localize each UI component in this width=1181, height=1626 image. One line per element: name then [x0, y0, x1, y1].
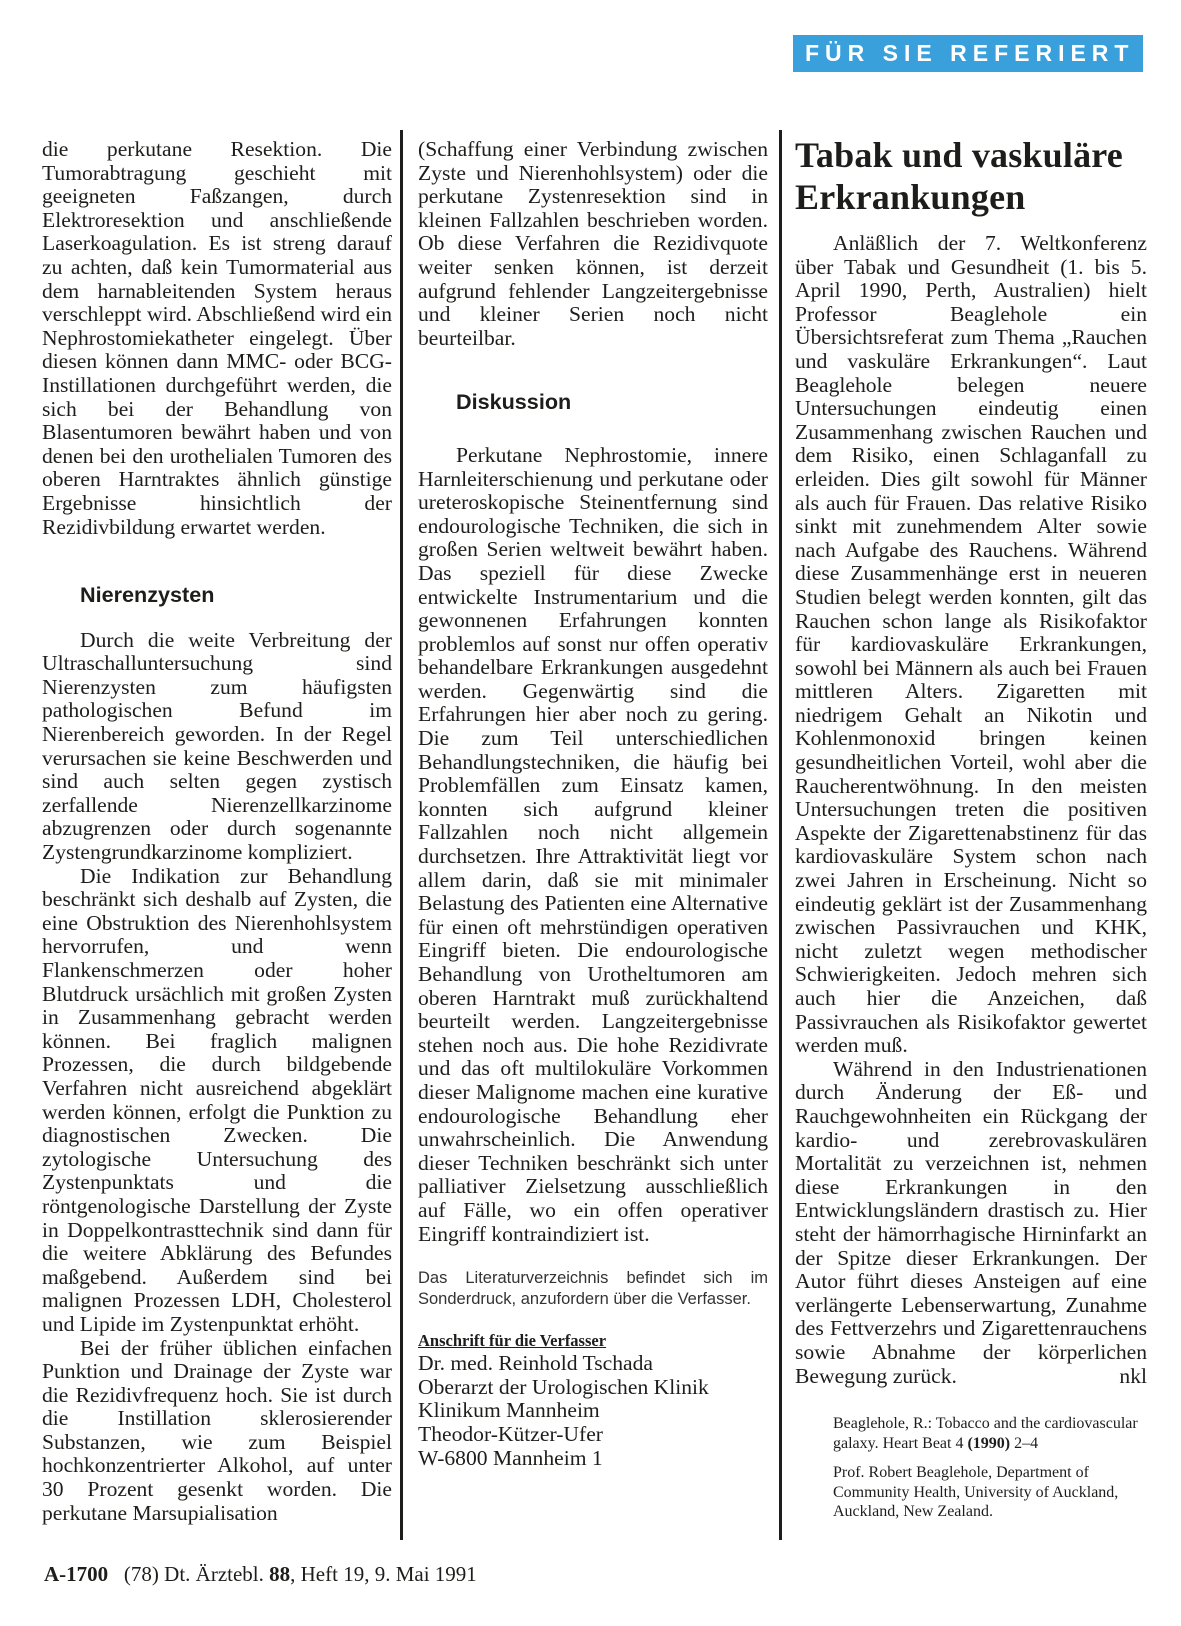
- body-paragraph: (Schaffung einer Verbindung zwischen Zyste und Nierenhohlsystem) oder die perkutane Zystenresektion sind in kleinen Fallzahlen beschrieben worden. Ob diese Verfahren die Rezidivquote weiter senken können, ist derzeit aufgrund fehlender Langzeitergebnisse und kleiner Serien noch nicht beurteilbar.: [418, 137, 768, 350]
- citation-pages: 2–4: [1010, 1434, 1039, 1452]
- column-middle: [418, 138, 768, 1470]
- body-paragraph: Perkutane Nephrostomie, innere Harnleiterschienung und perkutane oder ureteroskopische Steinentfernung sind endourologische Techniken, die sich in großen Serien weltweit bewährt haben. Das speziell für diese Zwecke entwickelte Instrumentarium und die gewonnenen Erfahrungen konnten problemlos auf sonst nur offen operativ behandelbare Erkrankungen ausgedehnt werden. Gegenwärtig sind die Erfahrungen hier aber noch zu gering. Die zum Teil unterschiedlichen Behandlungstechniken, die häufig bei Problemfällen zum Einsatz kamen, konnten sich aufgrund kleiner Fallzahlen noch nicht allgemein durchsetzen. Ihre Attraktivität liegt vor allem darin, daß sie mit minimaler Belastung des Patienten eine Alternative für einen oft mehrstündigen operativen Eingriff bieten. Die endourologische Behandlung von Urotheltumoren am oberen Harntrakt muß zurückhaltend beurteilt werden. Langzeitergebnisse stehen noch aus. Die hohe Rezidivrate und das oft multilokuläre Vorkommen dieser Malignome machen eine kurative endourologische Behandlung eher unwahrscheinlich. Die Anwendung dieser Techniken beschränkt sich unter palliativer Zielsetzung ausschließlich auf Fälle, wo ein offen operativer Eingriff kontraindiziert ist.: [418, 442, 768, 1246]
- address-line: Dr. med. Reinhold Tschada: [418, 1351, 653, 1376]
- body-paragraph: Anläßlich der 7. Weltkonferenz über Tabak und Gesundheit (1. bis 5. April 1990, Perth, Australien) hielt Professor Beaglehole ein Übersichtsreferat zum Thema „Rauchen und vaskuläre Erkrankungen“. Laut Beaglehole belegen neuere Untersuchungen eindeutig einen Zusammenhang zwischen Rauchen und dem Risiko, einen Schlaganfall zu erleiden. Dies gilt sowohl für Männer als auch für Frauen. Das relative Risiko sinkt mit zunehmendem Alter sowie nach Aufgabe des Rauchens. Während diese Zusammenhänge erst in neueren Studien belegt werden konnten, gilt das Rauchen schon lange als Risikofaktor für kardiovaskuläre Erkrankungen, sowohl bei Männern als auch bei Frauen mittleren Alters. Zigaretten mit niedrigem Gehalt an Nikotin und Kohlenmonoxid bringen keinen gesundheitlichen Vorteil, wohl aber die Raucherentwöhnung. In den meisten Untersuchungen treten die positiven Aspekte der Zigarettenabstinenz für das kardiovaskuläre System schon nach zwei Jahren in Erscheinung. Nicht so eindeutig geklärt ist der Zusammenhang zwischen Passivrauchen und KHK, nicht zuletzt wegen methodischer Schwierigkeiten. Jedoch mehren sich auch hier die Anzeichen, daß Passivrauchen als Risikofaktor gewertet werden muß.: [795, 231, 1147, 1058]
- address-line: Klinikum Mannheim: [418, 1398, 600, 1423]
- address-line: W-6800 Mannheim 1: [418, 1445, 603, 1470]
- section-heading-diskussion: Diskussion: [456, 389, 572, 415]
- author-address: [418, 1352, 768, 1470]
- reference-citation: [795, 1414, 1147, 1453]
- page-number: A-1700: [44, 1562, 109, 1586]
- address-label: Anschrift für die Verfasser: [418, 1331, 607, 1351]
- journal-issue: (78) Dt. Ärztebl.: [123, 1562, 270, 1586]
- body-paragraph: [795, 1058, 1147, 1388]
- reference-affiliation: Prof. Robert Beaglehole, Department of Community Health, University of Auckland, Auckland, New Zealand.: [833, 1464, 1119, 1521]
- address-line: Theodor-Kützer-Ufer: [418, 1421, 603, 1446]
- literature-note: Das Literaturverzeichnis befindet sich im Sonderdruck, anzufordern über die Verfasser.: [418, 1269, 768, 1309]
- column-left: [42, 138, 392, 1525]
- article-title: Tabak und vaskuläre Erkrankungen: [795, 135, 1123, 217]
- paragraph-text: Während in den Industrienationen durch Änderung der Eß- und Rauchgewohnheiten ein Rückgang der kardio- und zerebrovaskulären Mortalität zu verzeichnen ist, nehmen diese Erkrankungen in den Entwicklungsländern drastisch zu. Hier steht der hämorrhagische Hirninfarkt an der Spitze dieser Erkrankungen. Der Autor führt dieses Ansteigen auf eine verlängerte Lebenserwartung, Zunahme des Fettverzehrs und Zigarettenrauchens sowie Abnahme der körperlichen Bewegung zurück.: [795, 1056, 1147, 1388]
- citation-text: Beaglehole, R.: Tobacco and the cardiovascular galaxy. Heart Beat 4: [833, 1415, 1138, 1452]
- section-heading-nierenzysten: Nierenzysten: [80, 582, 215, 608]
- author-signature: nkl: [1119, 1363, 1147, 1388]
- journal-issue-date: , Heft 19, 9. Mai 1991: [290, 1562, 477, 1586]
- section-banner: FÜR SIE REFERIERT: [793, 35, 1143, 72]
- column-divider: [779, 130, 782, 1540]
- body-paragraph: Bei der früher üblichen einfachen Punktion und Drainage der Zyste war die Rezidivfrequenz hoch. Sie ist durch die Instillation sklerosierender Substanzen, wie zum Beispiel hochkonzentrierter Alkohol, auf unter 30 Prozent gesenkt worden. Die perkutane Marsupialisation: [42, 1335, 392, 1525]
- body-paragraph: Die Indikation zur Behandlung beschränkt sich deshalb auf Zysten, die eine Obstruktion des Nierenhohlsystem hervorrufen, und wenn Flankenschmerzen oder hoher Blutdruck ursächlich mit großen Zysten in Zusammenhang gebracht werden können. Bei fraglich malignen Prozessen, die durch bildgebende Verfahren nicht ausreichend abgeklärt werden können, erfolgt die Punktion zu diagnostischen Zwecken. Die zytologische Untersuchung des Zystenpunktats und die röntgenologische Darstellung der Zyste in Doppelkontrasttechnik sind dann für die weitere Abklärung des Befundes maßgebend. Außerdem sind bei malignen Prozessen LDH, Cholesterol und Lipide im Zystenpunktat erhöht.: [42, 863, 392, 1336]
- body-paragraph: die perkutane Resektion. Die Tumorabtragung geschieht mit geeigneten Faßzangen, durch Elektroresektion und anschließende Laserkoagulation. Es ist streng darauf zu achten, daß kein Tumormaterial aus dem harnableitenden System heraus verschleppt wird. Abschließend wird ein Nephrostomiekatheter eingelegt. Über diesen können dann MMC- oder BCG-Instillationen durchgeführt werden, die sich bei der Behandlung von Blasentumoren bewährt haben und von denen bei den urothelialen Tumoren des oberen Harntraktes ähnlich günstige Ergebnisse hinsichtlich der Rezidivbildung erwartet werden.: [42, 137, 392, 539]
- column-right: [795, 134, 1147, 1522]
- column-divider: [400, 130, 403, 1540]
- journal-volume: 88: [269, 1562, 291, 1586]
- page-footer: [44, 1562, 477, 1587]
- address-line: Oberarzt der Urologischen Klinik: [418, 1374, 709, 1399]
- citation-year: (1990): [967, 1434, 1011, 1452]
- body-paragraph: Durch die weite Verbreitung der Ultraschalluntersuchung sind Nierenzysten zum häufigsten pathologischen Befund im Nierenbereich geworden. In der Regel verursachen sie keine Beschwerden und sind auch selten gegen zystisch zerfallende Nierenzellkarzinome abzugrenzen oder durch sogenannte Zystengrundkarzinome kompliziert.: [42, 627, 392, 865]
